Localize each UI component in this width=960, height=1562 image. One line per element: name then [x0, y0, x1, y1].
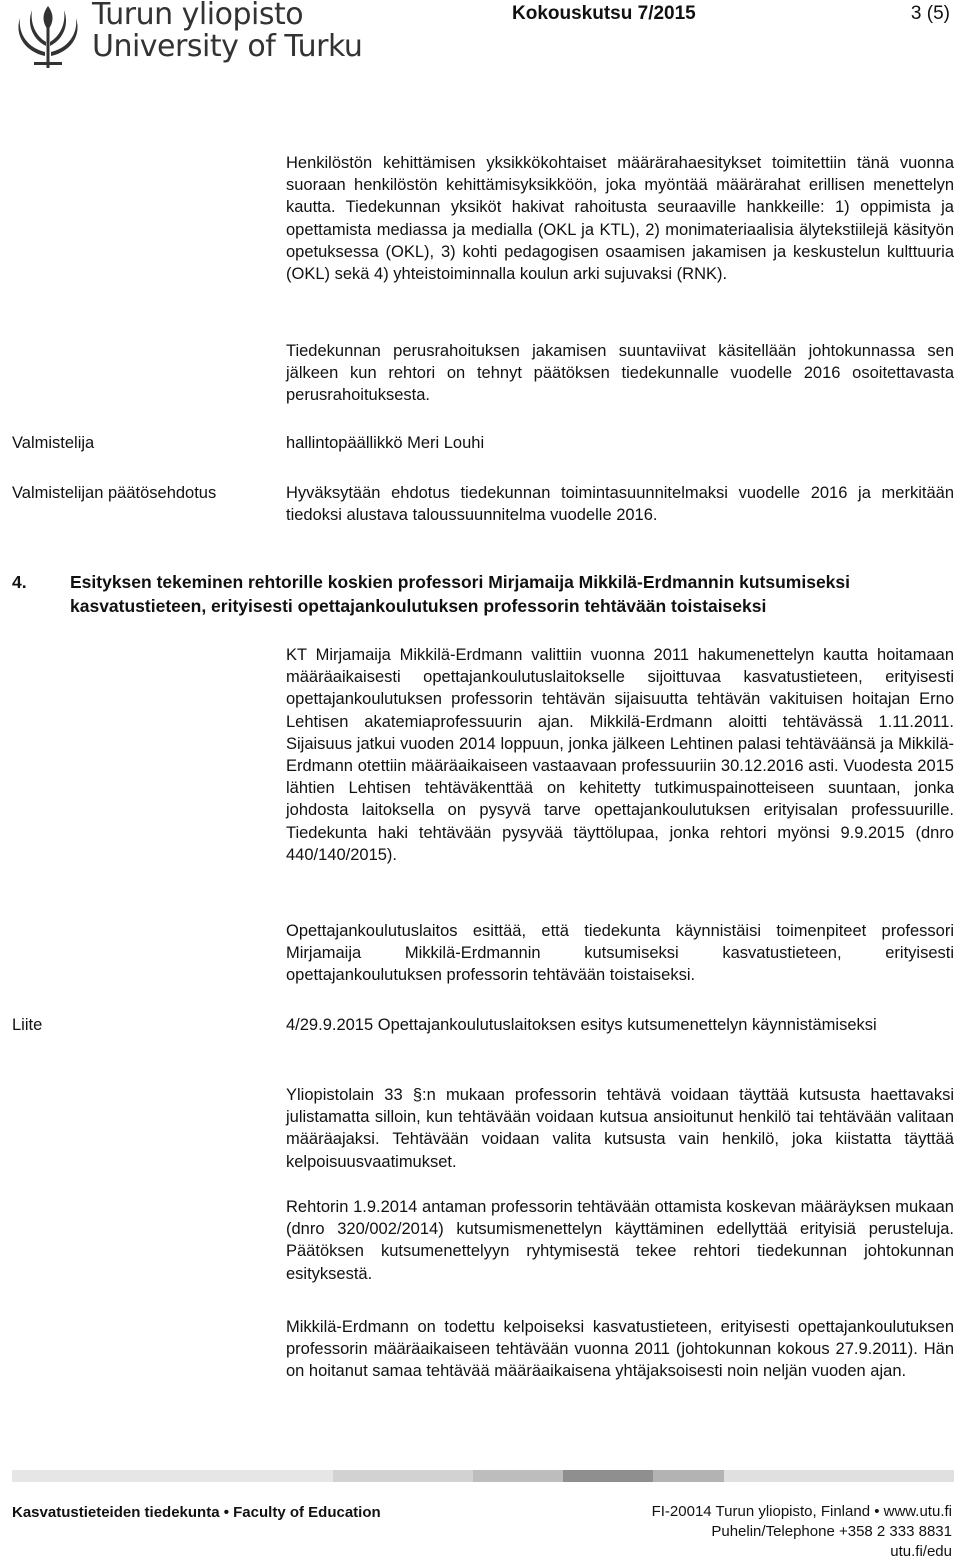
attachment-label: Liite: [12, 1016, 43, 1034]
footer-contact: [652, 1502, 952, 1562]
university-logo: [12, 0, 363, 70]
footer-bar-segment: [333, 1470, 473, 1482]
footer-color-bar: [12, 1470, 954, 1482]
body-paragraph: Mikkilä-Erdmann on todettu kelpoiseksi kasvatustieteen, erityisesti opettajankoulutuksen professorin määräaikaiseen tehtävään vuonna 2011 (johtokunnan kokous 27.9.2011). Hän on hoitanut samaa tehtävää määräaikaisena yhtäjaksoisesti noin neljän vuoden ajan.: [286, 1318, 954, 1381]
section-heading: [12, 570, 956, 618]
footer-faculty: Kasvatustieteiden tiedekunta • Faculty of Education: [12, 1504, 381, 1521]
footer-bar-segment: [563, 1470, 653, 1482]
footer-bar-segment: [724, 1470, 954, 1482]
section-title: Esityksen tekeminen rehtorille koskien professori Mirjamaija Mikkilä-Erdmannin kutsumiseksi kasvatustieteen, erityisesti opettajankoulutuksen professorin tehtävään toistaiseksi: [70, 572, 851, 616]
document-title: Kokouskutsu 7/2015: [512, 3, 696, 24]
university-emblem-icon: [12, 4, 84, 70]
section-number: 4.: [12, 572, 27, 592]
footer-bar-segment: [12, 1470, 333, 1482]
footer-website[interactable]: utu.fi/edu: [890, 1543, 952, 1560]
body-paragraph: Opettajankoulutuslaitos esittää, että tiedekunta käynnistäisi toimenpiteet professori Mirjamaija Mikkilä-Erdmannin kutsumiseksi kasvatustieteen, erityisesti opettajankoulutuksen professorin tehtävään toistaiseksi.: [286, 922, 954, 985]
body-paragraph: Tiedekunnan perusrahoituksen jakamisen suuntaviivat käsitellään johtokunnassa sen jälkeen kun rehtori on tehnyt päätöksen tiedekunnalle vuodelle 2016 osoitettavasta perusrahoituksesta.: [286, 342, 954, 405]
body-paragraph: Yliopistolain 33 §:n mukaan professorin tehtävä voidaan täyttää kutsusta haettavaksi julistamatta silloin, kun tehtävään voidaan kutsua ansioitunut henkilö tai tehtävään valitaan määräajaksi. Tehtävään voidaan valita kutsusta vain henkilö, joka kiistatta täyttää kelpoisuusvaatimukset.: [286, 1086, 954, 1171]
page-number: 3 (5): [910, 3, 950, 24]
preparer-value: hallintopäällikkö Meri Louhi: [286, 434, 485, 452]
body-paragraph: KT Mirjamaija Mikkilä-Erdmann valittiin vuonna 2011 hakumenettelyn kautta hoitamaan määräaikaisesti opettajankoulutuslaitokselle sijoittuvaa kasvatustieteen, erityisesti opettajankoulutuksen professorin tehtävän sijaisuutta tehtävän vakituisen hoitajan Erno Lehtisen akatemiaprofessuurin ajan. Mikkilä-Erdmann aloitti tehtävässä 1.11.2011. Sijaisuus jatkui vuoden 2014 loppuun, jonka jälkeen Lehtinen palasi tehtäväänsä ja Mikkilä-Erdmann otettiin määräaikaiseen vastaavaan professuuriin 30.12.2016 asti. Vuodesta 2015 lähtien Lehtisen tehtäväkenttää on kehitetty tutkimuspainotteiseen suuntaan, jonka johdosta laitoksella on pysyvä tarve opettajankoulutuksen erityisalan professuurille. Tiedekunta haki tehtävään pysyvää täyttölupaa, jonka rehtori myönsi 9.9.2015 (dnro 440/140/2015).: [286, 646, 954, 864]
proposal-label: Valmistelijan päätösehdotus: [12, 484, 217, 502]
preparer-label: Valmistelija: [12, 434, 95, 452]
logo-text-finnish: Turun yliopisto: [92, 0, 304, 32]
body-paragraph: Rehtorin 1.9.2014 antaman professorin tehtävään ottamista koskevan määräyksen mukaan (dnro 320/002/2014) kutsumismenettelyn käyttäminen edellyttää erityisiä perusteluja. Päätöksen kutsumenettelyyn ryhtymisestä tekee rehtori tiedekunnan johtokunnan esityksestä.: [286, 1198, 954, 1283]
footer-bar-segment: [653, 1470, 723, 1482]
footer-phone: Puhelin/Telephone +358 2 333 8831: [711, 1523, 952, 1540]
footer-address: FI-20014 Turun yliopisto, Finland • www.utu.fi: [651, 1503, 952, 1520]
body-paragraph: Henkilöstön kehittämisen yksikkökohtaiset määrärahaesitykset toimitettiin tänä vuonna suoraan henkilöstön kehittämisyksikköön, joka myöntää määrärahat erillisen menettelyn kautta. Tiedekunnan yksiköt hakivat rahoitusta seuraaville hankkeille: 1) oppimista ja opettamista mediassa ja medialla (OKL ja KTL), 2) monimateriaalisia älytekstiilejä käsityön opetuksessa (OKL), 3) kohti pedagogisen osaamisen jakamisen ja keskustelun kulttuuria (OKL) sekä 4) yhteistoiminnalla koulun arki sujuvaksi (RNK).: [286, 154, 954, 284]
attachment-value: 4/29.9.2015 Opettajankoulutuslaitoksen esitys kutsumenettelyn käynnistämiseksi: [286, 1016, 877, 1034]
proposal-value: Hyväksytään ehdotus tiedekunnan toimintasuunnitelmaksi vuodelle 2016 ja merkitään tiedoksi alustava taloussuunnitelma vuodelle 2016.: [286, 484, 954, 525]
footer-bar-segment: [473, 1470, 563, 1482]
logo-text-english: University of Turku: [92, 29, 363, 64]
